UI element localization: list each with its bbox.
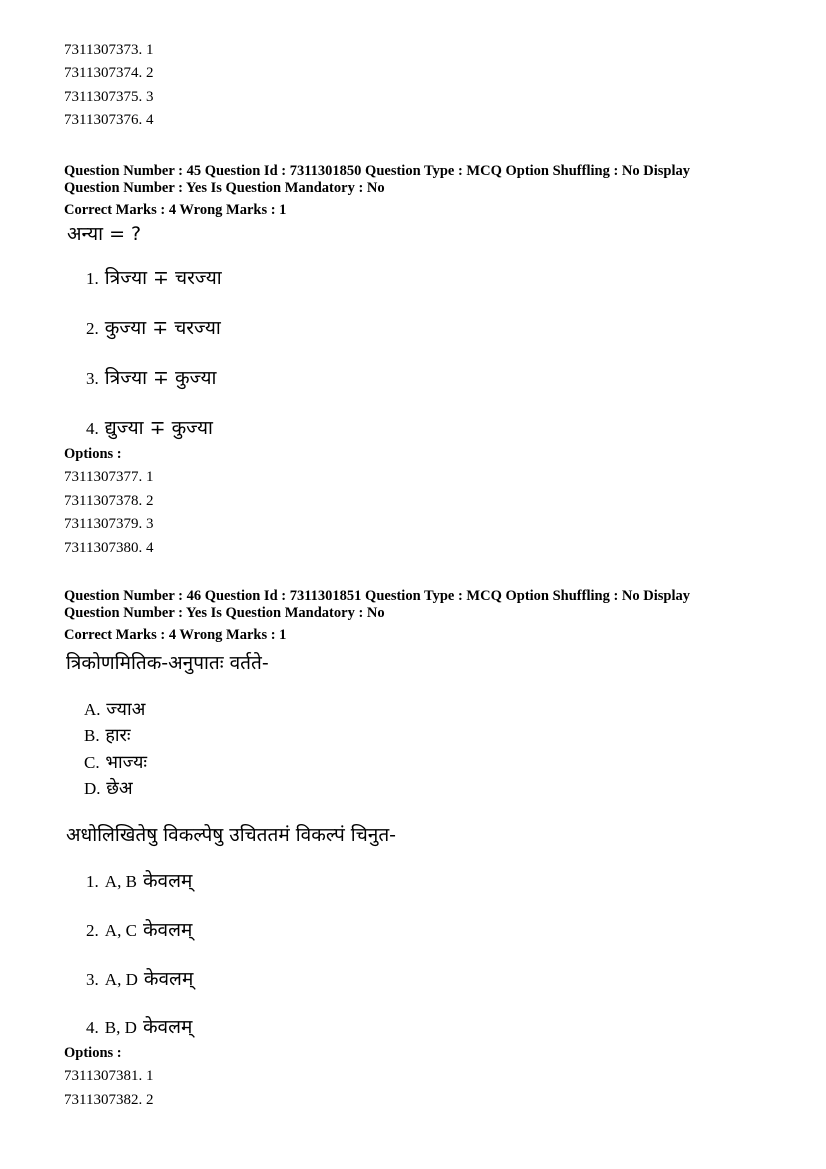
choice-text: केवलम् xyxy=(143,968,194,990)
answer-choice xyxy=(86,870,192,893)
choice-letters: A, D xyxy=(104,970,138,989)
option-id-line: 7311307373. 1 xyxy=(64,42,154,58)
choice-number: 1. xyxy=(86,269,99,288)
question-text: अन्या = ? xyxy=(67,223,142,245)
statement-item xyxy=(84,699,145,720)
option-id-line: 7311307380. 4 xyxy=(64,540,154,556)
statement-letter: D. xyxy=(84,779,101,798)
option-id-line: 7311307382. 2 xyxy=(64,1092,154,1108)
question-meta-block xyxy=(64,588,690,622)
choice-letters: A, C xyxy=(104,921,137,940)
option-id-line: 7311307375. 3 xyxy=(64,89,154,105)
choice-text: केवलम् xyxy=(142,1016,193,1038)
choice-letters: A, B xyxy=(104,872,137,891)
choice-text: केवलम् xyxy=(142,919,193,941)
choice-number: 3. xyxy=(86,970,99,989)
options-label: Options : xyxy=(64,1045,122,1061)
choice-text: त्रिज्या ∓ कुज्या xyxy=(104,367,217,389)
question-meta-line: Question Number : 45 Question Id : 7311301850 Question Type : MCQ Option Shuffling : No Display xyxy=(64,163,690,179)
option-id-line: 7311307381. 1 xyxy=(64,1068,154,1084)
options-label: Options : xyxy=(64,446,122,462)
question-text: त्रिकोणमितिक-अनुपातः वर्तते- xyxy=(66,652,269,674)
choice-text: केवलम् xyxy=(142,870,193,892)
choice-letters: B, D xyxy=(104,1018,137,1037)
statement-letter: B. xyxy=(84,726,100,745)
statement-text: ज्याअ xyxy=(106,699,146,720)
statement-letter: A. xyxy=(84,700,101,719)
statement-item xyxy=(84,752,147,773)
option-id-line: 7311307379. 3 xyxy=(64,516,154,532)
question-instruction: अधोलिखितेषु विकल्पेषु उचिततमं विकल्पं चिनुत- xyxy=(66,824,397,846)
choice-text: त्रिज्या ∓ चरज्या xyxy=(104,267,222,289)
question-marks: Correct Marks : 4 Wrong Marks : 1 xyxy=(64,627,287,643)
statement-item xyxy=(84,778,133,799)
question-meta-block xyxy=(64,163,690,197)
question-marks: Correct Marks : 4 Wrong Marks : 1 xyxy=(64,202,287,218)
choice-number: 4. xyxy=(86,419,99,438)
statement-text: छेअ xyxy=(106,778,133,799)
option-id-line: 7311307377. 1 xyxy=(64,469,154,485)
question-meta-line: Question Number : 46 Question Id : 7311301851 Question Type : MCQ Option Shuffling : No Display xyxy=(64,588,690,604)
choice-text: कुज्या ∓ चरज्या xyxy=(104,317,221,339)
choice-number: 2. xyxy=(86,921,99,940)
choice-number: 3. xyxy=(86,369,99,388)
choice-number: 1. xyxy=(86,872,99,891)
question-meta-line: Question Number : Yes Is Question Mandatory : No xyxy=(64,605,385,621)
statement-text: भाज्यः xyxy=(105,752,148,773)
answer-choice xyxy=(86,417,213,440)
answer-choice xyxy=(86,317,221,340)
option-id-line: 7311307374. 2 xyxy=(64,65,154,81)
option-id-line: 7311307378. 2 xyxy=(64,493,154,509)
statement-item xyxy=(84,725,131,746)
answer-choice xyxy=(86,1016,192,1039)
statement-letter: C. xyxy=(84,753,100,772)
answer-choice xyxy=(86,367,216,390)
option-id-line: 7311307376. 4 xyxy=(64,112,154,128)
choice-number: 2. xyxy=(86,319,99,338)
choice-number: 4. xyxy=(86,1018,99,1037)
answer-choice xyxy=(86,919,192,942)
statement-text: हारः xyxy=(105,725,131,746)
answer-choice xyxy=(86,267,222,290)
question-meta-line: Question Number : Yes Is Question Mandatory : No xyxy=(64,180,385,196)
answer-choice xyxy=(86,968,193,991)
choice-text: द्युज्या ∓ कुज्या xyxy=(104,417,213,439)
